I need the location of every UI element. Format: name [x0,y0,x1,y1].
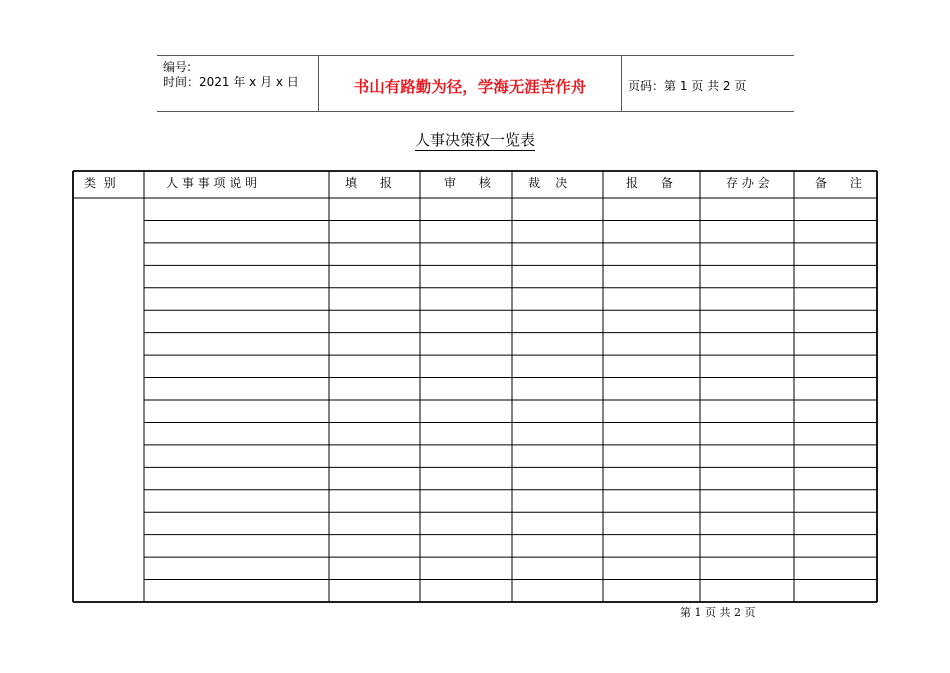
column-header-description: 人 事 事 项 说 明 [166,176,258,190]
column-header-file-record: 报 备 [626,176,673,190]
date-label: 时间：2021 年 x 月 x 日 [163,75,299,89]
column-header-review: 审 核 [444,176,491,190]
slogan-text: 书山有路勤为径，学海无涯苦作舟 [353,78,587,96]
column-header-office-meeting: 存 办 会 [726,176,770,190]
column-header-category: 类 别 [84,176,116,190]
page-indicator: 页码：第 1 页 共 2 页 [628,79,747,93]
column-header-fill-report: 填 报 [345,176,392,190]
serial-number-label: 编号: [163,60,192,74]
column-header-remarks: 备 注 [815,176,862,190]
page-title-text: 人事决策权一览表 [414,131,535,149]
footer-page-number: 第 1 页 共 2 页 [680,606,756,619]
column-header-decide: 裁 决 [528,176,568,190]
